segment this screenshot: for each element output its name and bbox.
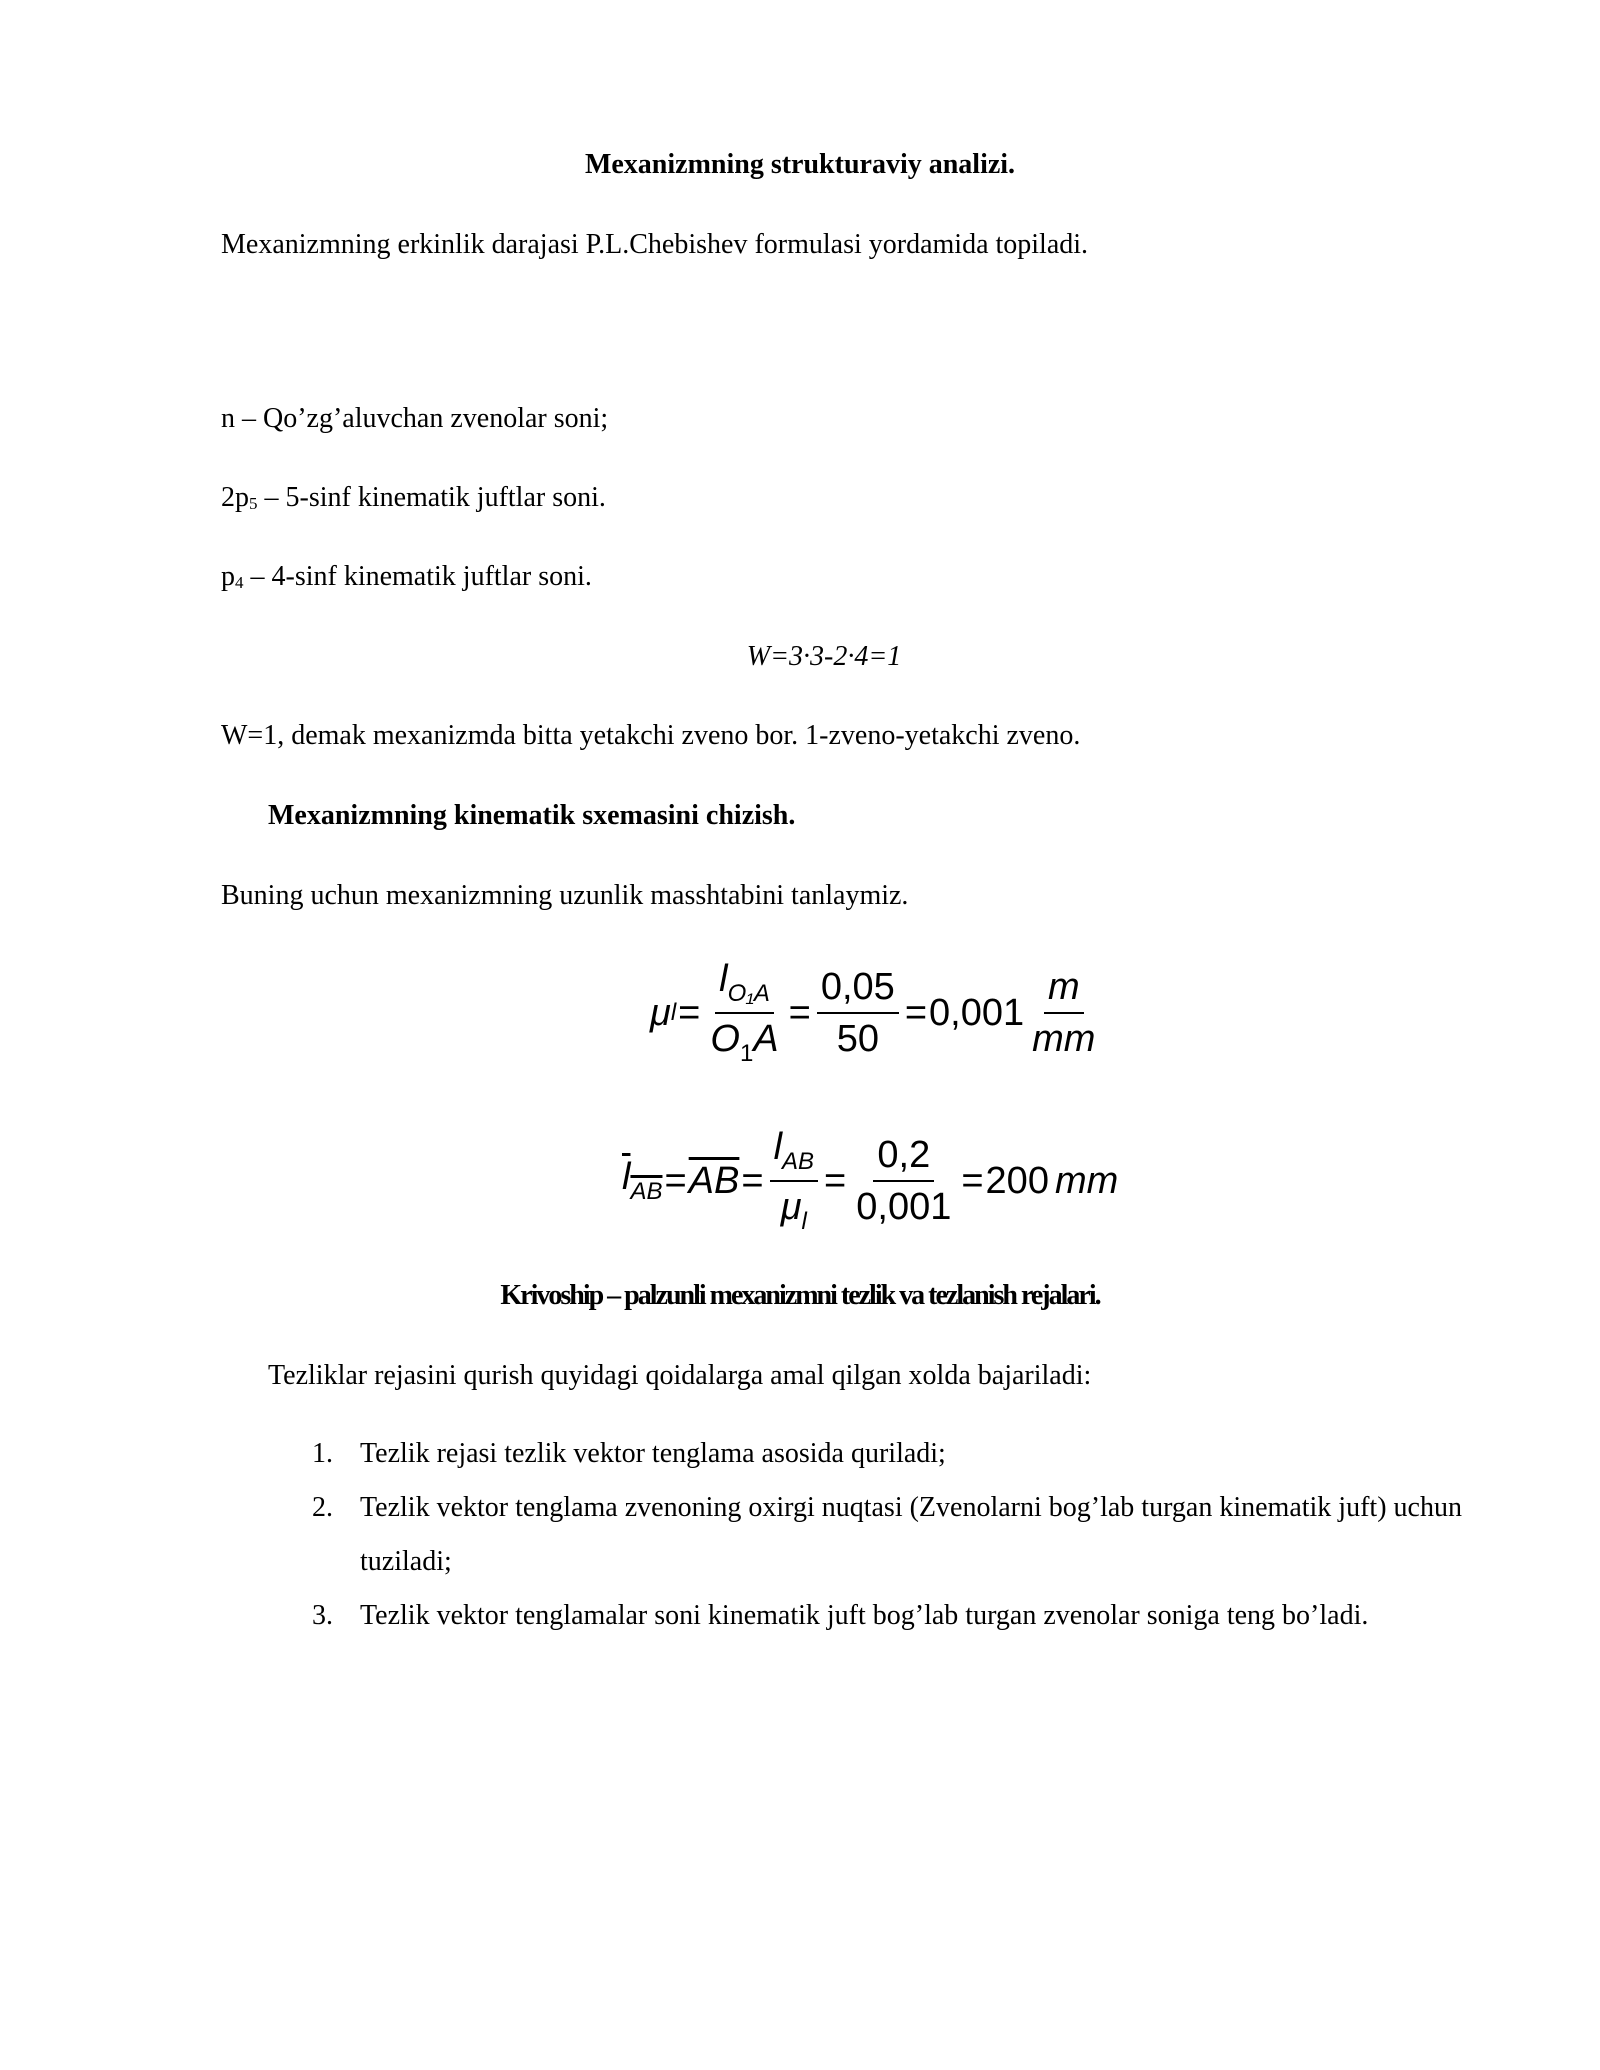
formula-length-scale [650,960,1103,1066]
definition-n: n – Qo’zg’aluvchan zvenolar soni; [221,403,609,434]
equals-sign: = [664,1160,687,1202]
fraction-denominator: 0,001 [856,1186,952,1228]
list-number: 1. [312,1438,333,1469]
equals-sign: = [961,1160,984,1202]
paragraph-scale-selection: Buning uchun mexanizmning uzunlik masshtabini tanlaymiz. [221,880,909,911]
list-item: Tezlik vektor tenglama zvenoning oxirgi nuqtasi (Zvenolarni bog’lab turgan kinematik juft) uchun tuziladi; [360,1492,1462,1577]
length-symbol: l [622,1156,631,1198]
list-number: 3. [312,1600,333,1631]
fraction-numerator: 0,05 [817,968,899,1014]
segment-a: A [753,1018,779,1060]
heading-velocity-plans: Krivoship – palzunli mexanizmni tezlik va tezlanish rejalari. [500,1280,1100,1311]
formula-w: W=3·3-2·4=1 [746,641,902,672]
scale-result: 0,001 [929,992,1025,1034]
length-subscript: O₁A [727,980,770,1007]
heading-kinematic-scheme: Mexanizmning kinematik sxemasini chizish. [268,800,796,831]
length-symbol: l [773,1126,783,1168]
fraction-unit [1028,968,1099,1058]
list-item: Tezlik vektor tenglamalar soni kinematik juft bog’lab turgan zvenolar soniga teng bo’ladi. [360,1600,1369,1631]
length-symbol: l [719,958,728,1000]
mu-subscript: l [670,999,677,1026]
fraction-l-over-mu [770,1128,818,1234]
fraction-l-over-oa [706,960,782,1066]
definition-p5-subscript: 5 [249,494,258,513]
fraction-numerator: 0,2 [873,1136,934,1182]
unit-denominator: mm [1032,1018,1096,1060]
definition-p4-symbol: p [221,561,235,592]
definition-p4-subscript: 4 [235,573,244,592]
definition-p4 [221,560,592,600]
list-number: 2. [312,1492,333,1523]
definition-p4-text: – 4-sinf kinematik juftlar soni. [243,561,592,592]
segment-ab: $\overline{AB}$ [688,1160,740,1202]
equals-sign: = [678,992,701,1034]
equals-sign: = [788,992,811,1034]
equals-sign: = [904,992,928,1034]
segment-o-subscript: 1 [739,1040,754,1067]
equals-sign: = [741,1160,764,1202]
paragraph-w-result: W=1, demak mexanizmda bitta yetakchi zveno bor. 1-zveno-yetakchi zveno. [221,720,1081,751]
fraction-values [852,1136,955,1226]
formula-ab-length [622,1128,1118,1234]
definition-p5-symbol: 2p [221,482,249,513]
mu-symbol: μ [650,992,671,1034]
length-subscript: AB [782,1148,815,1175]
definition-p5-text: – 5-sinf kinematik juftlar soni. [257,482,606,513]
definition-p5 [221,481,606,521]
paragraph-degrees-of-freedom: Mexanizmning erkinlik darajasi P.L.Chebishev formulasi yordamida topiladi. [221,229,1089,260]
length-subscript: AB [630,1178,663,1205]
length-unit: mm [1054,1160,1119,1202]
fraction-values [817,968,899,1058]
segment-o: O [710,1018,740,1060]
mu-subscript: l [801,1208,807,1235]
list-item: Tezlik rejasi tezlik vektor tenglama asosida quriladi; [360,1438,946,1469]
length-result: 200 [985,1160,1049,1202]
unit-numerator: m [1044,968,1084,1014]
mu-symbol: μ [780,1186,802,1228]
paragraph-velocity-rules: Tezliklar rejasini qurish quyidagi qoidalarga amal qilgan xolda bajariladi: [268,1360,1092,1391]
equals-sign: = [824,1160,847,1202]
heading-structural-analysis: Mexanizmning strukturaviy analizi. [584,149,1016,180]
fraction-denominator: 50 [836,1018,879,1060]
